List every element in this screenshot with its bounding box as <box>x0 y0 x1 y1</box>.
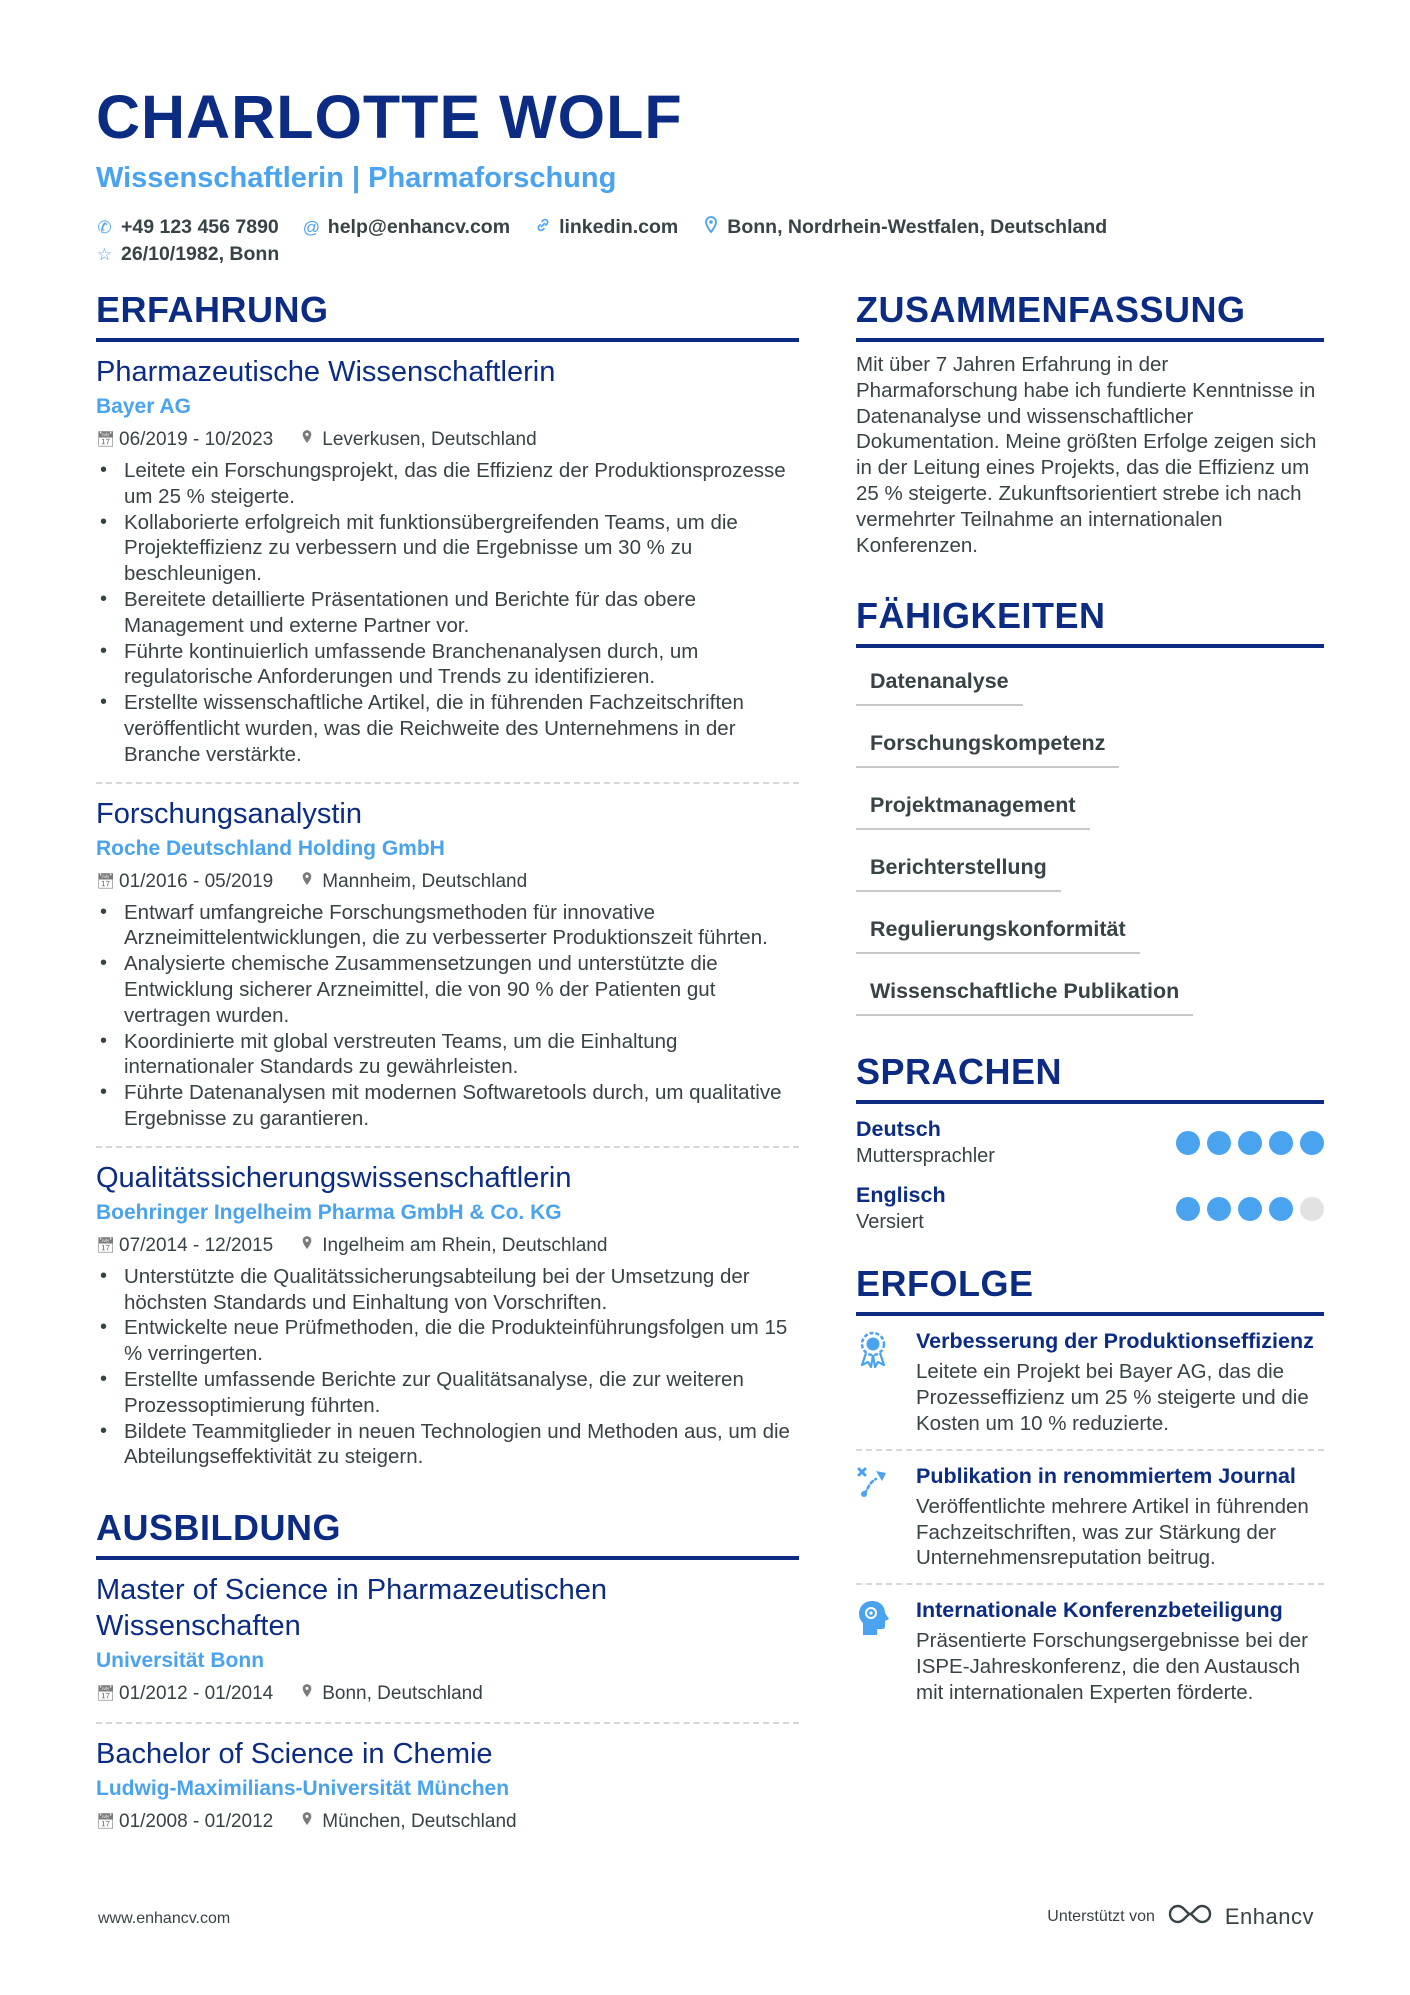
job-title: Qualitätssicherungswissenschaftlerin <box>96 1161 572 1194</box>
job-bullets <box>96 1264 799 1470</box>
location-pin-icon <box>702 214 719 241</box>
experience-entry <box>96 1148 799 1484</box>
achievement-text: Veröffentlichte mehrere Artikel in führenden Fachzeitschriften, was zur Stärkung der Unternehmensreputation beitrug. <box>916 1494 1309 1570</box>
language-rating <box>1176 1197 1324 1221</box>
skills-heading: FÄHIGKEITEN <box>856 596 1324 648</box>
language-level: Versiert <box>856 1211 924 1234</box>
rating-dot-filled <box>1269 1197 1293 1221</box>
award-ribbon-icon <box>856 1328 896 1436</box>
achievement-item <box>856 1585 1324 1717</box>
bullet-item: • Kollaborierte erfolgreich mit funktionsübergreifenden Teams, um die Projekteffizienz zu verbessern und die Ergebnisse um 30 % zu beschleunigen. <box>96 510 799 587</box>
education-entry <box>96 1724 799 1850</box>
bullet-item: • Bildete Teammitglieder in neuen Technologien und Methoden aus, um die Abteilungseffektivität zu steigern. <box>96 1419 799 1471</box>
language-item <box>856 1182 1324 1236</box>
at-sign-icon: @ <box>302 218 321 237</box>
location-pin-icon <box>299 1232 314 1260</box>
head-brain-icon <box>856 1597 896 1705</box>
achievement-text: Präsentierte Forschungsergebnisse bei der ISPE-Jahreskonferenz, die den Austausch mit internationalen Experten förderte. <box>916 1629 1308 1704</box>
right-column <box>856 290 1324 1718</box>
degree-title: Bachelor of Science in Chemie <box>96 1738 493 1771</box>
language-name: Deutsch <box>856 1117 941 1142</box>
bullet-item: • Bereitete detaillierte Präsentationen und Berichte für das obere Management und externe Partner vor. <box>96 587 799 639</box>
company-name: Bayer AG <box>96 395 191 418</box>
linkedin-text: linkedin.com <box>559 216 679 238</box>
phone-text: +49 123 456 7890 <box>121 216 279 238</box>
calendar-icon: 📅︎ <box>96 431 116 448</box>
job-meta <box>96 1232 799 1260</box>
skill-tag: Regulierungskonformität <box>856 908 1140 954</box>
job-title: Pharmazeutische Wissenschaftlerin <box>96 356 556 388</box>
skill-tag: Wissenschaftliche Publikation <box>856 970 1193 1016</box>
achievement-item <box>856 1451 1324 1585</box>
achievement-title: Verbesserung der Produktionseffizienz <box>916 1329 1314 1354</box>
location-pin-icon <box>299 1808 314 1836</box>
bullet-item: • Führte Datenanalysen mit modernen Softwaretools durch, um qualitative Ergebnisse zu garantieren. <box>96 1080 799 1132</box>
job-meta <box>96 426 799 454</box>
summary-heading: ZUSAMMENFASSUNG <box>856 290 1324 342</box>
company-name: Boehringer Ingelheim Pharma GmbH & Co. KG <box>96 1200 562 1224</box>
education-meta <box>96 1680 799 1708</box>
brand-name: Enhancv <box>1224 1903 1314 1929</box>
achievement-title: Internationale Konferenzbeteiligung <box>916 1598 1283 1623</box>
calendar-icon: 📅︎ <box>96 872 116 890</box>
job-location: Ingelheim am Rhein, Deutschland <box>322 1234 608 1256</box>
contact-phone[interactable] <box>96 214 279 241</box>
achievements-heading: ERFOLGE <box>856 1264 1324 1316</box>
job-location: Mannheim, Deutschland <box>322 870 528 892</box>
degree-title: Master of Science in Pharmazeutischen Wissenschaften <box>96 1574 607 1643</box>
bullet-item: • Führte kontinuierlich umfassende Branchenanalysen durch, um regulatorische Anforderungen und Trends zu identifizieren. <box>96 639 799 691</box>
candidate-name: CHARLOTTE WOLF <box>96 83 683 151</box>
language-name: Englisch <box>856 1183 946 1208</box>
achievement-text: Leitete ein Projekt bei Bayer AG, das die Prozesseffizienz um 25 % steigerte und die Kosten um 10 % reduzierte. <box>916 1360 1309 1435</box>
education-dates: 01/2012 - 01/2014 <box>119 1683 274 1705</box>
bullet-item: • Koordinierte mit global verstreuten Teams, um die Einhaltung internationaler Standards zu gewährleisten. <box>96 1029 799 1081</box>
job-location: Leverkusen, Deutschland <box>322 429 537 450</box>
powered-by-text: Unterstützt von <box>1047 1907 1155 1925</box>
experience-entry <box>96 342 799 784</box>
footer-website[interactable]: www.enhancv.com <box>98 1910 231 1927</box>
education-entry <box>96 1560 799 1724</box>
skill-tag: Berichterstellung <box>856 846 1061 892</box>
education-heading: AUSBILDUNG <box>96 1508 799 1560</box>
skills-list <box>856 660 1324 1032</box>
experience-heading: ERFAHRUNG <box>96 290 799 342</box>
language-rating <box>1176 1131 1324 1155</box>
enhancv-logo-icon <box>1167 1902 1213 1931</box>
email-text: help@enhancv.com <box>327 216 511 238</box>
skill-tag: Datenanalyse <box>856 660 1023 706</box>
contact-email[interactable] <box>303 214 510 241</box>
calendar-icon: 📅︎ <box>96 1813 116 1831</box>
achievement-title: Publikation in renommiertem Journal <box>916 1463 1296 1488</box>
location-text: Bonn, Nordrhein-Westfalen, Deutschland <box>727 216 1108 238</box>
school-name: Ludwig-Maximilians-Universität München <box>96 1777 510 1801</box>
education-location: München, Deutschland <box>322 1811 517 1833</box>
bullet-item: • Entwickelte neue Prüfmethoden, die die Produkteinführungsfolgen um 15 % verringerten. <box>96 1315 799 1367</box>
contact-location <box>702 214 1107 241</box>
job-dates: 07/2014 - 12/2015 <box>119 1234 274 1256</box>
rating-dot-filled <box>1238 1131 1262 1155</box>
languages-heading: SPRACHEN <box>856 1052 1324 1104</box>
bullet-item: • Erstellte wissenschaftliche Artikel, die in führenden Fachzeitschriften veröffentlicht wurden, was die Reichweite des Unternehmens in der Branche verstärkte. <box>96 690 799 767</box>
strategy-path-icon <box>856 1463 896 1571</box>
rating-dot-filled <box>1238 1197 1262 1221</box>
school-name: Universität Bonn <box>96 1649 265 1673</box>
left-column <box>96 290 799 1850</box>
location-pin-icon <box>299 1680 314 1708</box>
education-location: Bonn, Deutschland <box>322 1683 483 1705</box>
bullet-item: • Unterstützte die Qualitätssicherungsabteilung bei der Umsetzung der höchsten Standards und Einhaltung von Vorschriften. <box>96 1264 799 1316</box>
bullet-item: • Analysierte chemische Zusammensetzungen und unterstützte die Entwicklung sicherer Arzneimittel, die von 90 % der Patienten gut vertragen wurden. <box>96 951 799 1028</box>
link-icon <box>534 214 551 241</box>
rating-dot-filled <box>1207 1131 1231 1155</box>
birth-text: 26/10/1982, Bonn <box>121 243 280 265</box>
job-meta <box>96 868 799 896</box>
calendar-icon: 📅︎ <box>96 1236 116 1254</box>
contact-info <box>96 214 1326 268</box>
experience-entry <box>96 784 799 1148</box>
star-icon: ☆ <box>96 245 113 264</box>
language-level: Muttersprachler <box>856 1145 995 1168</box>
job-dates: 01/2016 - 05/2019 <box>119 870 274 892</box>
bullet-item: • Entwarf umfangreiche Forschungsmethoden für innovative Arzneimittelentwicklungen, die zu verbesserter Produktionszeit führten. <box>96 900 799 952</box>
contact-birth <box>96 241 279 268</box>
job-bullets <box>96 458 799 768</box>
rating-dot-empty <box>1300 1197 1324 1221</box>
resume-header <box>96 82 1326 268</box>
bullet-item: • Leitete ein Forschungsprojekt, das die Effizienz der Produktionsprozesse um 25 % steigerte. <box>96 458 799 510</box>
job-bullets <box>96 900 799 1132</box>
calendar-icon: 📅︎ <box>96 1685 116 1703</box>
language-item <box>856 1116 1324 1170</box>
rating-dot-filled <box>1176 1197 1200 1221</box>
footer-branding <box>1047 1902 1314 1931</box>
skill-tag: Forschungskompetenz <box>856 722 1119 768</box>
rating-dot-filled <box>1207 1197 1231 1221</box>
bullet-item: • Erstellte umfassende Berichte zur Qualitätsanalyse, die zur weiteren Prozessoptimierung führten. <box>96 1367 799 1419</box>
rating-dot-filled <box>1300 1131 1324 1155</box>
candidate-role: Wissenschaftlerin | Pharmaforschung <box>96 162 617 194</box>
rating-dot-filled <box>1269 1131 1293 1155</box>
job-title: Forschungsanalystin <box>96 797 362 830</box>
education-dates: 01/2008 - 01/2012 <box>119 1811 274 1833</box>
location-pin-icon <box>299 426 314 454</box>
skill-tag: Projektmanagement <box>856 784 1090 830</box>
rating-dot-filled <box>1176 1131 1200 1155</box>
job-dates: 06/2019 - 10/2023 <box>119 429 274 450</box>
achievement-item <box>856 1316 1324 1450</box>
location-pin-icon <box>299 868 314 896</box>
contact-linkedin[interactable] <box>534 214 678 241</box>
phone-icon: ✆ <box>97 218 112 237</box>
company-name: Roche Deutschland Holding GmbH <box>96 836 445 860</box>
education-meta <box>96 1808 799 1836</box>
summary-text: Mit über 7 Jahren Erfahrung in der Pharmaforschung habe ich fundierte Kenntnisse in Datenanalyse und wissenschaftlicher Dokumentation. Meine größten Erfolge zeigen sich in der Leitung eines Projekts, das die Effizienz um 25 % steigerte. Zukunftsorientiert strebe ich nach vermehrter Teilnahme an internationalen Konferenzen. <box>856 353 1317 557</box>
